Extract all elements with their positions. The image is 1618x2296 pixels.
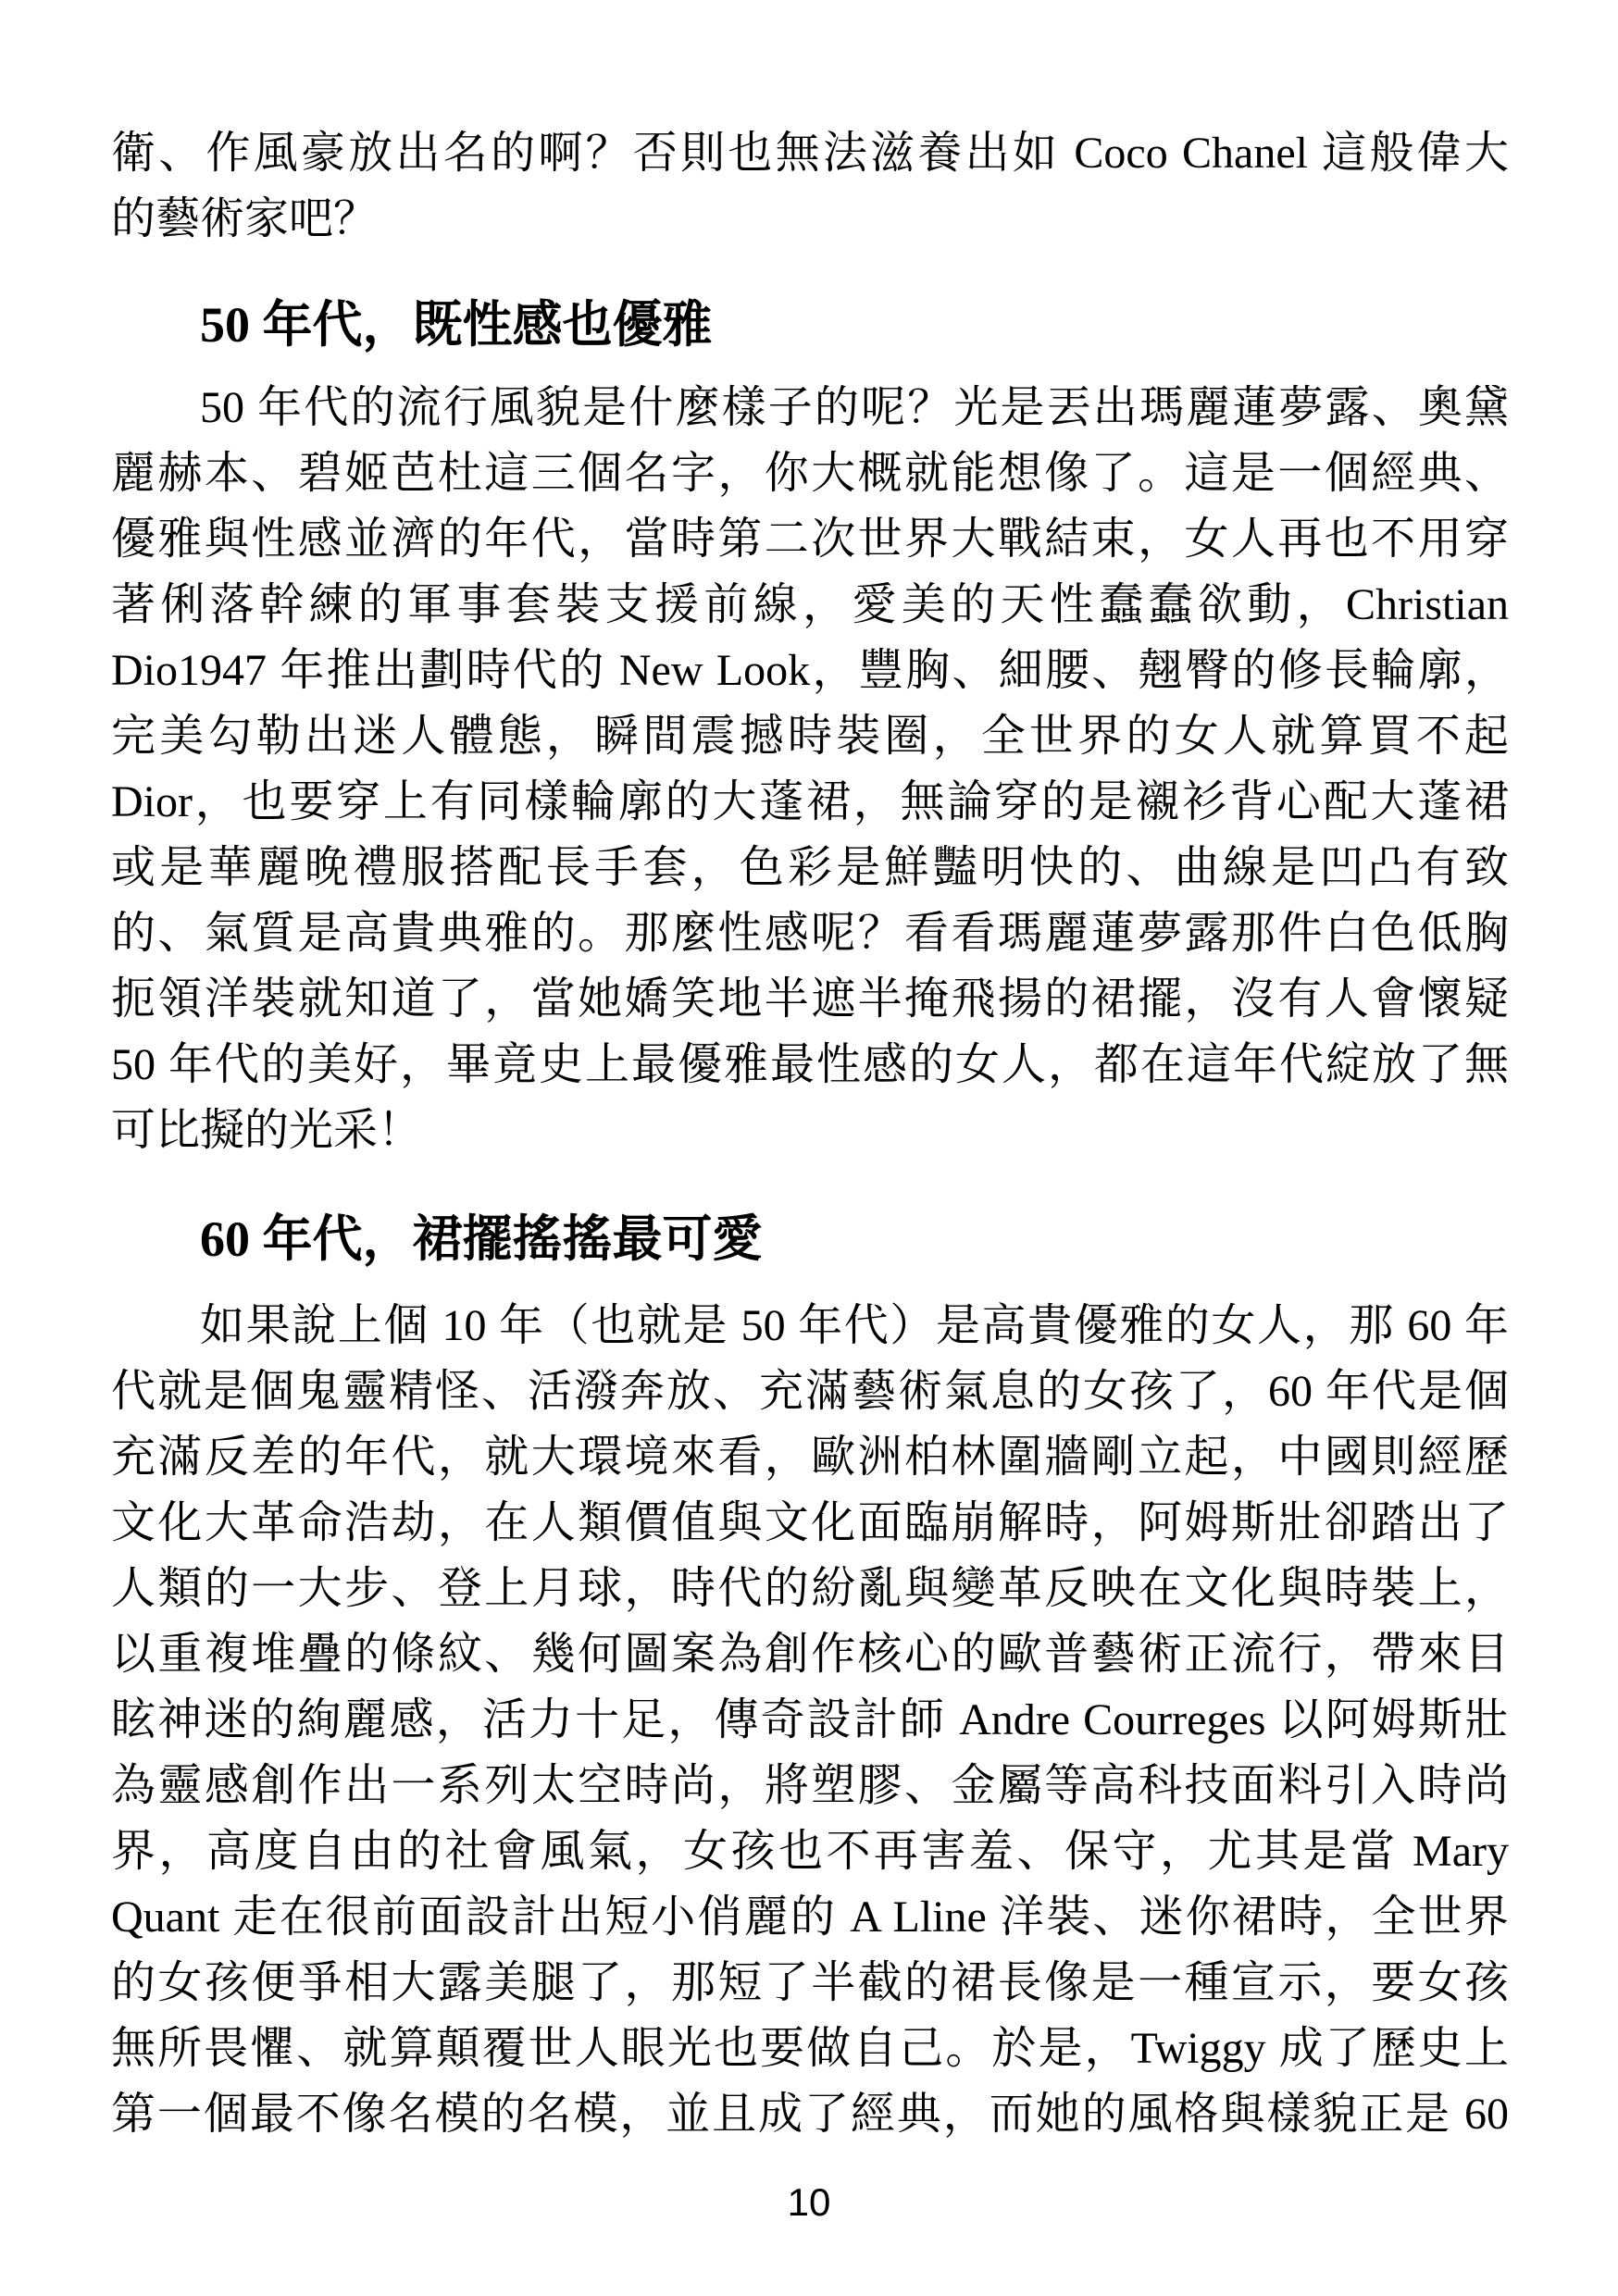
text-line: 第一個最不像名模的名模，並且成了經典，而她的風格與樣貌正是 60	[111, 2090, 1509, 2139]
text-line: Dio1947 年推出劃時代的 New Look，豐胸、細腰、翹臀的修長輪廓，	[111, 646, 1509, 695]
intro-paragraph	[111, 120, 1509, 252]
text-line: 或是華麗晚禮服搭配長手套，色彩是鮮豔明快的、曲線是凹凸有致	[111, 843, 1509, 892]
section-60s-paragraph	[111, 1293, 1509, 2147]
text-line: 50 年代的流行風貌是什麼樣子的呢？光是丟出瑪麗蓮夢露、奧黛	[200, 383, 1509, 432]
section-50s-paragraph	[111, 375, 1509, 1163]
text-line: 的、氣質是高貴典雅的。那麼性感呢？看看瑪麗蓮夢露那件白色低胸	[111, 909, 1509, 958]
text-line: 麗赫本、碧姬芭杜這三個名字，你大概就能想像了。這是一個經典、	[111, 449, 1509, 498]
page-number: 10	[787, 2180, 831, 2224]
text-line: 扼領洋裝就知道了，當她嬌笑地半遮半掩飛揚的裙擺，沒有人會懷疑	[111, 974, 1509, 1024]
text-line: 界，高度自由的社會風氣，女孩也不再害羞、保守，尤其是當 Mary	[111, 1827, 1509, 1876]
text-line: 無所畏懼、就算顛覆世人眼光也要做自己。於是，Twiggy 成了歷史上	[111, 2024, 1509, 2073]
text-line: 著俐落幹練的軍事套裝支援前線，愛美的天性蠢蠢欲動，Christian	[111, 580, 1509, 629]
text-line: 代就是個鬼靈精怪、活潑奔放、充滿藝術氣息的女孩了，60 年代是個	[111, 1367, 1509, 1416]
text-line: 人類的一大步、登上月球，時代的紛亂與變革反映在文化與時裝上，	[111, 1564, 1509, 1613]
text-line: 的女孩便爭相大露美腿了，那短了半截的裙長像是一種宣示，要女孩	[111, 1958, 1509, 2007]
text-line: 文化大革命浩劫，在人類價值與文化面臨崩解時，阿姆斯壯卻踏出了	[111, 1498, 1509, 1547]
text-line: 可比擬的光采！	[111, 1106, 423, 1155]
text-line: 優雅與性感並濟的年代，當時第二次世界大戰結束，女人再也不用穿	[111, 515, 1509, 564]
text-line: 如果說上個 10 年（也就是 50 年代）是高貴優雅的女人，那 60 年	[200, 1301, 1509, 1350]
section-60s-heading: 60 年代，裙擺搖搖最可愛	[200, 1211, 763, 1267]
text-line: 完美勾勒出迷人體態，瞬間震撼時裝圈，全世界的女人就算買不起	[111, 712, 1509, 761]
text-line: 的藝術家吧？	[111, 194, 379, 243]
text-line: 50 年代的美好，畢竟史上最優雅最性感的女人，都在這年代綻放了無	[111, 1040, 1509, 1089]
text-line: Quant 走在很前面設計出短小俏麗的 A Lline 洋裝、迷你裙時，全世界	[111, 1893, 1509, 1942]
text-line: 為靈感創作出一系列太空時尚，將塑膠、金屬等高科技面料引入時尚	[111, 1761, 1509, 1810]
text-line: Dior，也要穿上有同樣輪廓的大蓬裙，無論穿的是襯衫背心配大蓬裙	[111, 777, 1509, 826]
text-line: 以重複堆疊的條紋、幾何圖案為創作核心的歐普藝術正流行，帶來目	[111, 1630, 1509, 1679]
text-line: 眩神迷的絢麗感，活力十足，傳奇設計師 Andre Courreges 以阿姆斯壯	[111, 1695, 1509, 1744]
text-line: 衛、作風豪放出名的啊？否則也無法滋養出如 Coco Chanel 這般偉大	[111, 129, 1509, 178]
text-line: 充滿反差的年代，就大環境來看，歐洲柏林圍牆剛立起，中國則經歷	[111, 1433, 1509, 1482]
section-50s-heading: 50 年代，既性感也優雅	[200, 297, 713, 353]
